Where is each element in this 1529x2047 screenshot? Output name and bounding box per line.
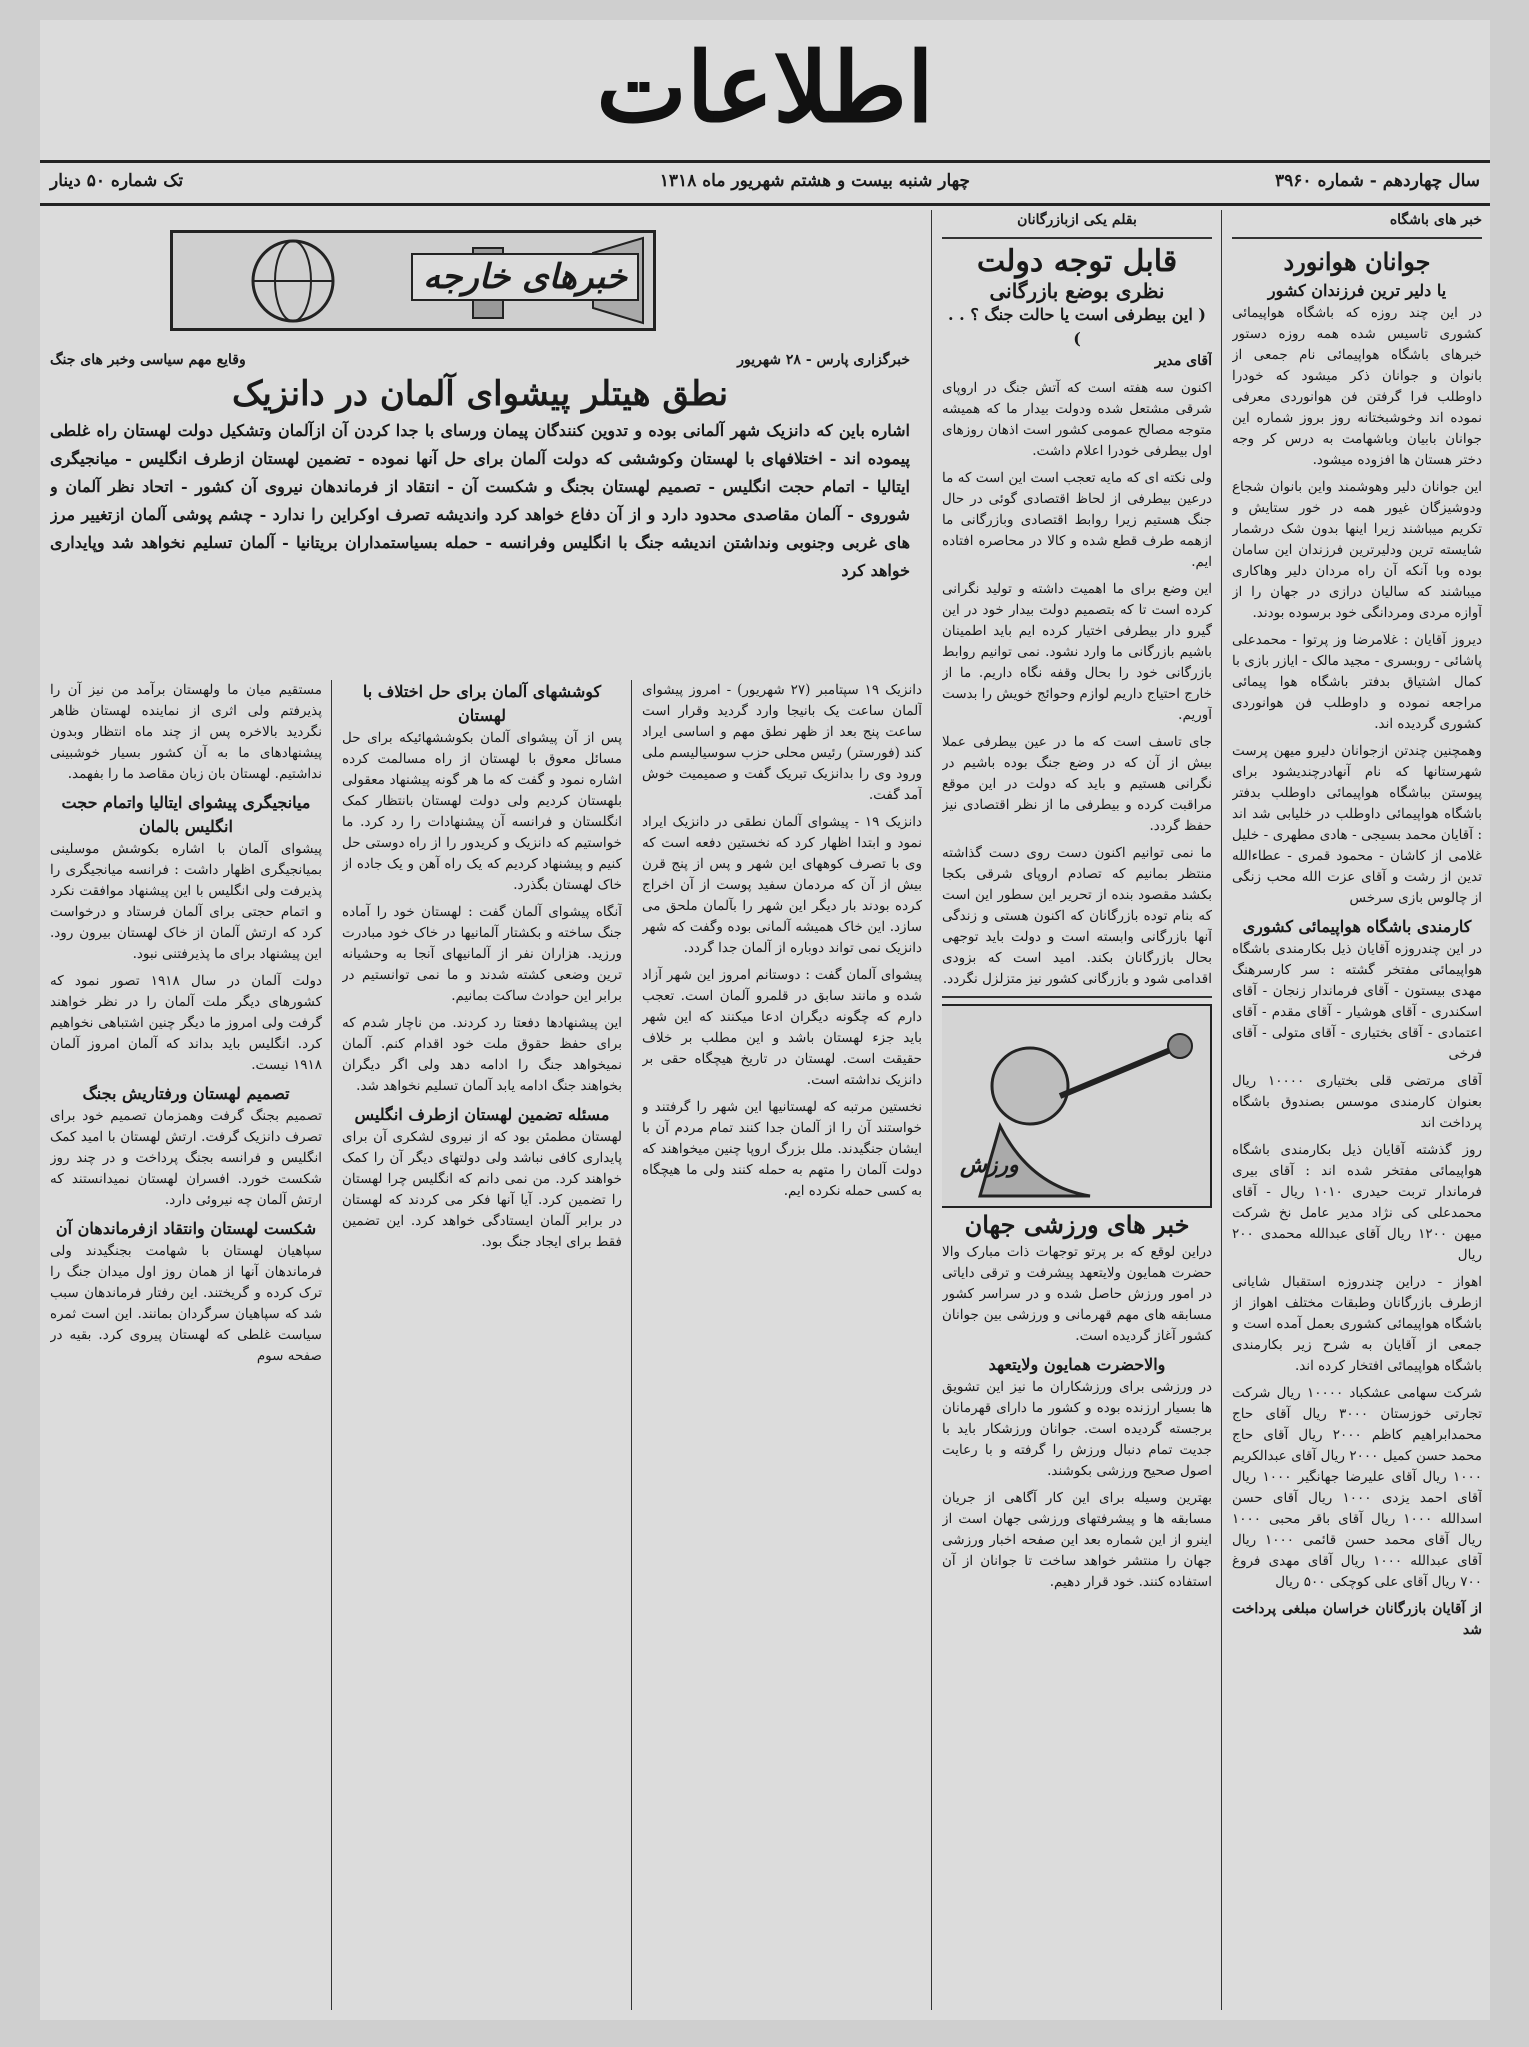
newspaper-title: اطلاعات [596, 31, 934, 144]
club-news-column [1232, 210, 1482, 2010]
club-footer: از آقایان بازرگانان خراسان مبلغی پرداخت شد [1232, 1601, 1482, 1638]
foreign-paragraph: سپاهیان لهستان با شهامت بجنگیدند ولی فرماندهان آنها از همان روز اول میدان جنگ را ترک کرده و گریختند. این رفتار فرماندهان سبب شد که سپاهیان سرگردان بمانند. این است ثمره سیاست غلطی که لهستان پیروی کرد. بقیه در صفحه سوم [50, 1243, 322, 1364]
foreign-paragraph: این پیشنهادها دفعتا رد کردند. من ناچار شدم که برای حفظ حقوق ملت خود اقدام کنم. آلمان نمیخواهد جنگ را ادامه دهد ولی اگر دیگران بخواهند جنگ ادامه یابد آلمان تسلیم نخواهد شد. [342, 1015, 622, 1094]
foreign-paragraph: آنگاه پیشوای آلمان گفت : لهستان خود را آماده جنگ ساخته و بکشتار آلمانیها در خاک خود مبادرت ورزید. هزاران نفر از آلمانیهای آنجا به وحشیانه ترین وضعی کشته شدند و ما نمی توانستیم در برابر این حوادث ساکت بمانیم. [342, 904, 622, 1004]
club-paragraph: وهمچنین چندتن ازجوانان دلیرو میهن پرست شهرستانها که نام آنهادرچندیشود برای پیوستن بباشگاه هواپیمائی داوطلب بدفتر باشگاه هواپیمائی داوطلب در خلیابی شد اند : آقایان محمد بسیجی - هادی مطهری - خلیل غلامی از کاشان - محمود قمری - عطاءالله تدین از رشت و آقای عزت الله محب زنگی از چالوس بازی سرخس [1232, 743, 1482, 906]
club-paragraph: در این چندروزه آقایان ذیل بکارمندی باشگاه هواپیمائی مفتخر گشته : سر کارسرهنگ مهدی بیستون - آقای فرماندار زنجان - آقای اسکندری - آقای هوشیار - آقای مقدم - آقای اعتمادی - آقای بختیاری - آقای متولی - آقای فرخی [1232, 941, 1482, 1062]
sports-illustration [942, 1004, 1212, 1208]
sports-paragraph: بهترین وسیله برای این کار آگاهی از جریان مسابقه ها و پیشرفتهای ورزشی جهان است از اینرو از این شماره بعد این صفحه اخبار ورزشی جهان را منتشر خواهد ساخت تا جوانان از آن استفاده کنند. خود قرار دهیم. [942, 1490, 1212, 1590]
club-subheadline: یا دلیر ترین فرزندان کشور [1267, 281, 1447, 300]
newspaper-page [40, 20, 1490, 2020]
foreign-news-title: خبرهای خارجه [411, 253, 639, 301]
foreign-paragraph: مستقیم میان ما ولهستان برآمد من نیز آن را پذیرفتم ولی اثری از نماینده لهستان ظاهر نگردید بالاخره پس از چند ماه انتظار وبدون پیشنهادهای ما به آن کشور بسیار خوشبینی نداشتیم. لهستان بان زبان مقاصد ما را بفهمد. [50, 682, 322, 782]
sports-subheading: والاحضرت همایون ولایتعهد [988, 1355, 1166, 1374]
foreign-kicker: وقایع مهم سیاسی وخبر های جنگ [50, 352, 246, 368]
commerce-paragraph: ما نمی توانیم اکنون دست روی دست گذاشته منتظر بمانیم که تصادم اروپای شرقی بکجا بکشد مقصود بنده از تحریر این سطور این است که بنام توده بازرگانان که اکنون هستی و زندگی آنها بازرگانی وابسته است و دولت باید توجهی بحال بازرگانان بکند. امید است که بزودی اقدامی شود و بازرگانی کشور نیز متزلزل نگردد. [942, 845, 1212, 987]
club-paragraph: در این چند روزه که باشگاه هواپیمائی کشوری تاسیس شده همه روزه دستور خبرهای باشگاه هواپیمائی نام جمعی از بانوان و جوانان ذکر میشود که خودرا داوطلب فرا گرفتن فن هوانوردی معرفی نموده اند وخوشبختانه روز بروز شماره این جوانان بابیان وباشهامت به درس کر وجه دختر هستان ها افزوده میشود. [1232, 305, 1482, 468]
column-rule [1221, 210, 1222, 2010]
foreign-paragraph: پس از آن پیشوای آلمان بکوششهائیکه برای حل مسائل معوق با لهستان از راه مسالمت کرده اشاره نمود و گفت که ما هر گونه پیشنهاد معقولی بلهستان کردیم ولی دولت لهستان بانتظار کمک انگلستان و فرانسه آن پیشنهادات را رد کرد. ما خواستیم که دانزیک و کریدور را از راه دوستی حل کنیم و پیشنهاد کردیم که یک راه آهن و یک جاده از خاک لهستان بگذرد. [342, 730, 622, 893]
commerce-section-label: بقلم یکی ازبازرگانان [1017, 212, 1137, 228]
foreign-paragraph: دانزیک ۱۹ سپتامبر (۲۷ شهریور) - امروز پیشوای آلمان ساعت یک بانیجا وارد گردید وقرار است ساعت پنج بعد از ظهر نطق مهم و اساسی ایراد کند (فورستر) رئیس محلی حزب سوسیالیسم ملی ورود وی را بدانزیک تبریک گفت و صمیمیت خوش آمد گفت. [642, 682, 922, 803]
foreign-subheading: میانجیگری پیشوای ایتالیا واتمام حجت انگلیس بالمان [61, 793, 311, 836]
commerce-paragraph: اکنون سه هفته است که آتش جنگ در اروپای شرقی مشتعل شده ودولت بیدار ما که همیشه متوجه مصالح عمومی کشور است اذهان روزهای اول بیطرفی خودرا اعلام داشت. [942, 380, 1212, 459]
banner-frame [170, 230, 656, 331]
foreign-paragraph: نخستین مرتبه که لهستانیها این شهر را گرفتند و خواستند آن را از آلمان جدا کنند تمام مردم آن با ایشان جنگیدند. ملل بزرگ اروپا چنین میخواهند که دولت آلمان را متهم به حمله کنند ولی ما هیچگاه به کسی حمله نکرده ایم. [642, 1099, 922, 1199]
foreign-column-1 [642, 680, 922, 2010]
foreign-paragraph: لهستان مطمئن بود که از نیروی لشکری آن برای پایداری کافی نباشد ولی دولتهای دیگر آن را کمک خواهند کرد. من نمی دانم که انگلیس چرا لهستان را تضمین کرد. آیا آنها فکر می کردند که لهستان در برابر آلمان ایستادگی خواهد کرد. این تضمین فقط برای ایجاد جنگ بود. [342, 1129, 622, 1250]
sports-tag: ورزش [960, 1152, 1019, 1178]
foreign-paragraph: پیشوای آلمان گفت : دوستانم امروز این شهر آزاد شده و مانند سابق در قلمرو آلمان است. تعجب دارم که چگونه دیگران ادعا میکنند که این شهر باید جزء لهستان باشد و این مطلب بر خلاف حقیقت است. لهستان در تاریخ هیچگاه حقی بر دانزیک نداشته است. [642, 967, 922, 1088]
club-subheading-members: کارمندی باشگاه هواپیمائی کشوری [1242, 917, 1472, 936]
club-section-label: خبر های باشگاه [1389, 212, 1482, 228]
club-paragraph: روز گذشته آقایان ذیل بکارمندی باشگاه هواپیمائی مفتخر شده اند : آقای بیری فرماندار تربت حیدری ۱۰۱۰ ریال - آقای محمدعلی کی نژاد مدیر عامل نخ شرکت میهن ۱۲۰۰ ریال آقای عبدالله محمدی ۲۰۰ ریال [1232, 1142, 1482, 1263]
club-paragraph: آقای مرتضی قلی بختیاری ۱۰۰۰۰ ریال بعنوان کارمندی موسس بصندوق باشگاه پرداخت اند [1232, 1073, 1482, 1131]
foreign-subheading: کوششهای آلمان برای حل اختلاف با لهستان [362, 682, 602, 725]
commerce-subheadline-2: ( این بیطرفی است یا حالت جنگ ؟ . . ) [948, 305, 1206, 348]
sports-paragraph: دراین لوقع که بر پرتو توجهات ذات مبارک والا حضرت همایون ولایتعهد پیشرفت و ترقی دایاتی در امور ورزش حاصل شده و در سراسر کشور مسابقه های مهم قهرمانی و ورزشی بین جوانان کشور آغاز گردیده است. [942, 1244, 1212, 1344]
club-paragraph: شرکت سهامی عشکباد ۱۰۰۰۰ ریال شرکت تجارتی خوزستان ۳۰۰۰ ریال آقای حاج محمدابراهیم کاظم ۲۰۰۰ ریال آقای حاج محمد حسن کمیل ۲۰۰۰ ریال آقای عبدالکریم ۱۰۰۰ ریال آقای علیرضا جهانگیر ۱۰۰۰ ریال آقای احمد یزدی ۱۰۰۰ ریال آقای حسن اسدالله ۱۰۰۰ ریال آقای باقر محبی ۱۰۰۰ ریال آقای محمد حسن قائمی ۱۰۰۰ ریال آقای عبدالله ۱۰۰۰ ریال آقای مهدی فروغ ۷۰۰ ریال آقای علی کوچکی ۵۰۰ ریال [1232, 1385, 1482, 1590]
club-paragraph: این جوانان دلیر وهوشمند واین بانوان شجاع ودوشیزگان غیور همه در خور ستایش و تکریم میباشند زیرا اینها بدون شک درشمار شایسته ترین ودلیرترین فرزندان این سامان بوده وبا آنکه آن راه مردان دلیر وهاکاری میباشند که سالیان درازی در جهان را از آوازه مردی ومردانگی خود برسوده بودند. [1232, 479, 1482, 621]
foreign-paragraph: پیشوای آلمان با اشاره بکوشش موسلینی بمیانجیگری اظهار داشت : فرانسه میانجیگری را پذیرفت ولی انگلیس با این پیشنهاد موافقت نکرد و اتمام حجتی برای آلمان فرستاد و درخواست کرد که ارتش آلمان از خاک لهستان بیرون رود. این پیشنهاد برای ما پذیرفتنی نبود. [50, 841, 322, 962]
commerce-paragraph: ولی نکته ای که مایه تعجب است این است که ما درعین بیطرفی از لحاظ اقتصادی گوئی در حال جنگ هستیم زیرا روابط اقتصادی وبازرگانی ما ازهمه طرف قطع شده و کالا در محاصره افتاده ایم. [942, 470, 1212, 570]
foreign-paragraph: دانزیک ۱۹ - پیشوای آلمان نطقی در دانزیک ایراد نمود و ابتدا اظهار کرد که نخستین دفعه است که وی با تصرف کوههای این شهر و پس از پنج قرن بیش از آن که مردمان سفید پوست از آن اخراج کرده بودند بار دیگر این شهر را بآلمان ملحق می سازد. این خاک همیشه آلمانی بوده وگفت که شهر دانزیک نمی تواند دوباره از آلمان جدا گردد. [642, 814, 922, 956]
foreign-agency: خبرگزاری پارس - ۲۸ شهریور [737, 352, 910, 368]
foreign-lead: اشاره باین که دانزیک شهر آلمانی بوده و تدوین کنندگان پیمان ورسای با جدا کردن آن ازآلمان وتشکیل دولت لهستان راه غلطی پیموده اند - اختلافهای با لهستان وکوششی که دولت آلمان برای حل آنها نموده - تضمین لهستان ازطرف انگلیس - میانجیگری ایتالیا - اتمام حجت انگلیس - تصمیم لهستان بجنگ و شکست آن - انتقاد از فرماندهان نیروی آن کشور - اتحاد نظر آلمان و شوروی - آلمان مقاصدی محدود دارد و از آن دفاع خواهد کرد واندیشه تصرف اوکراین را ندارد - چشم پوشی آلمان ازتغییر مرز های غربی وجنوبی ونداشتن اندیشه جنگ با انگلیس وفرانسه - حمله بسیاستمداران بریتانیا - آلمان تسلیم نخواهد شد وپایداری خواهد کرد [50, 421, 910, 580]
masthead [40, 20, 1490, 155]
foreign-paragraph: تصمیم بجنگ گرفت وهمزمان تصمیم خود برای تصرف دانزیک گرفت. ارتش لهستان با امید کمک انگلیس و فرانسه بجنگ پرداخت و در چند روز شکست خورد. افسران لهستان نمیدانستند که ارتش آلمان چه نیروئی دارد. [50, 1108, 322, 1208]
commerce-paragraph: این وضع برای ما اهمیت داشته و تولید نگرانی کرده است تا که بتصمیم دولت بیدار خود در این گیرو دار بیطرفی اختیار کرده ایم باید اطمینان باشیم بازرگانی ما وارد نشود. نمی توانیم روابط بازرگانی خود را بحال وقفه نگاه داریم. ما از خارج احتیاج داریم لوازم وحوائج خویش را بدست آوریم. [942, 581, 1212, 723]
club-paragraph: دیروز آقایان : غلامرضا وز پرتوا - محمدعلی پاشائی - روبسری - مجید مالک - ایازر بازی با کمال اشتیاق بدفتر باشگاه هوا پیمائی مراجعه نموده و داوطلب فن هوانوردی کشوری گردیده اند. [1232, 632, 1482, 732]
issue-date: چهار شنبه بیست و هشتم شهریور ماه ۱۳۱۸ [659, 171, 970, 191]
dateline [40, 160, 1490, 206]
commerce-subheadline: نظری بوضع بازرگانی [989, 279, 1165, 303]
commerce-column [942, 210, 1212, 2010]
column-rule [931, 210, 932, 2010]
sports-paragraph: در ورزشی برای ورزشکاران ما نیز این تشویق ها بسیار ارزنده بوده و کشور ما دارای قهرمانان برجسته گردیده است. جوانان ورزشکار باید با جدیت تمام دنبال ورزش را گرفته و با رعایت اصول صحیح ورزشی بکوشند. [942, 1379, 1212, 1479]
commerce-author: آقای مدیر [1154, 353, 1212, 369]
foreign-headline: نطق هیتلر پیشوای آلمان در دانزیک [231, 374, 729, 414]
column-rule [631, 680, 632, 2010]
foreign-news-banner [50, 220, 910, 340]
foreign-subheading: شکست لهستان وانتقاد ازفرماندهان آن [55, 1219, 317, 1238]
club-paragraph: اهواز - دراین چندروزه استقبال شایانی ازطرف بازرگانان وطبقات مختلف اهواز از باشگاه هواپیمائی کشوری بعمل آمده است و جمعی از آقایان به شرح زیر بکارمندی باشگاه هواپیمائی افتخار کرده اند. [1232, 1274, 1482, 1374]
sports-headline: خبر های ورزشی جهان [964, 1210, 1190, 1239]
foreign-lead-block [50, 350, 910, 600]
column-rule [331, 680, 332, 2010]
club-headline: جوانان هوانورد [1283, 247, 1431, 276]
commerce-headline: قابل توجه دولت [976, 244, 1178, 279]
commerce-paragraph: جای تاسف است که ما در عین بیطرفی عملا بیش از آن که در وضع جنگ بوده باشیم در نگرانی هستیم و باید که دولت در این موقع مراقبت کرده و بیطرفی ما از نظر اقتصادی نیز حفظ گردد. [942, 734, 1212, 834]
foreign-column-3 [50, 680, 322, 2010]
foreign-paragraph: دولت آلمان در سال ۱۹۱۸ تصور نمود که کشورهای دیگر ملت آلمان را در نظر خواهند گرفت ولی امروز ما دیگر چنین اشتباهی نخواهیم کرد. انگلیس باید بداند که آلمان امروز آلمان ۱۹۱۸ نیست. [50, 973, 322, 1073]
foreign-column-2 [342, 680, 622, 2010]
issue-number: سال چهاردهم - شماره ۳۹۶۰ [1275, 171, 1480, 191]
foreign-subheading: مسئله تضمین لهستان ازطرف انگلیس [354, 1105, 610, 1124]
foreign-subheading: تصمیم لهستان ورفتاریش بجنگ [82, 1084, 290, 1103]
issue-price: تک شماره ۵۰ دینار [50, 171, 184, 191]
